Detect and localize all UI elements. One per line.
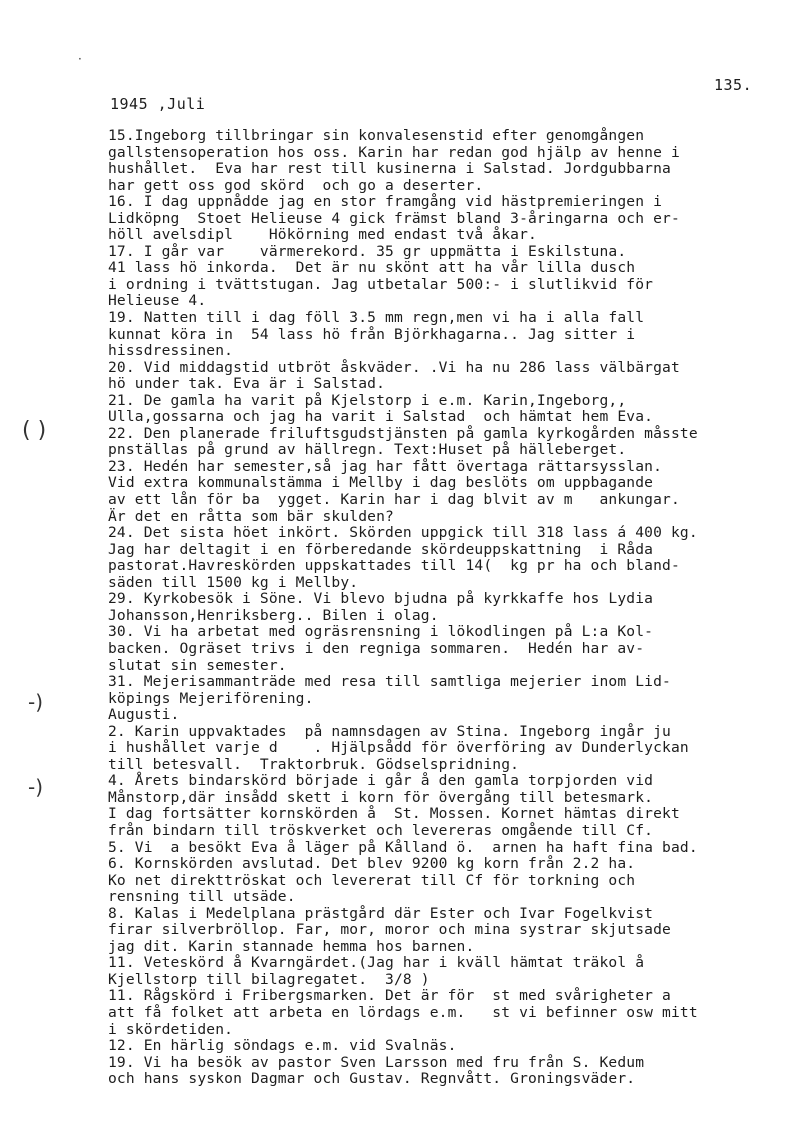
- diary-line: 5. Vi a besökt Eva å läger på Kålland ö. arnen ha haft fina bad.: [108, 838, 698, 856]
- diary-line: 24. Det sista höet inkört. Skörden uppgick till 318 lass á 400 kg.: [108, 524, 698, 542]
- diary-line: Ko net direkttröskat och levererat till Cf för torkning och: [108, 871, 636, 889]
- punch-hole-mark: -): [28, 690, 44, 714]
- diary-line: 11. Rågskörd i Fribergsmarken. Det är för st med svårigheter a: [108, 987, 671, 1005]
- diary-line: Lidköpng Stoet Helieuse 4 gick främst bland 3-åringarna och er-: [108, 209, 680, 227]
- diary-line: 6. Kornskörden avslutad. Det blev 9200 kg korn från 2.2 ha.: [108, 855, 636, 873]
- diary-line: pnställas på grund av hällregn. Text:Huset på hälleberget.: [108, 441, 627, 459]
- diary-line: Är det en råtta som bär skulden?: [108, 507, 394, 525]
- date-heading: 1945 ,Juli: [110, 95, 206, 113]
- diary-line: har gett oss god skörd och go a deserter.: [108, 176, 484, 194]
- diary-line: höll avelsdipl Hökörning med endast två åkar.: [108, 226, 537, 244]
- diary-line: 16. I dag uppnådde jag en stor framgång vid hästpremieringen i: [108, 193, 663, 211]
- diary-line: till betesvall. Traktorbruk. Gödselspridning.: [108, 755, 520, 773]
- diary-line: 30. Vi ha arbetat med ogräsrensning i lökodlingen på L:a Kol-: [108, 623, 654, 641]
- diary-line: i ordning i tvättstugan. Jag utbetalar 500:- i slutlikvid för: [108, 275, 654, 293]
- dot-mark: ·: [78, 52, 82, 66]
- diary-line: från bindarn till tröskverket och levereras omgående till Cf.: [108, 821, 654, 839]
- diary-line: säden till 1500 kg i Mellby.: [108, 573, 359, 591]
- diary-line: Helieuse 4.: [108, 292, 207, 310]
- diary-line: 12. En härlig söndags e.m. vid Svalnäs.: [108, 1037, 457, 1055]
- diary-line: pastorat.Havreskörden uppskattades till 14( kg pr ha och bland-: [108, 557, 680, 575]
- punch-hole-mark: -): [28, 775, 44, 799]
- diary-line: jag dit. Karin stannade hemma hos barnen.: [108, 937, 475, 955]
- diary-line: I dag fortsätter kornskörden å St. Mossen. Kornet hämtas direkt: [108, 805, 680, 823]
- diary-line: 15.Ingeborg tillbringar sin konvalesenstid efter genomgången: [108, 127, 645, 144]
- diary-line: och hans syskon Dagmar och Gustav. Regnvått. Groningsväder.: [108, 1070, 636, 1088]
- diary-line: Augusti.: [108, 706, 180, 724]
- diary-line: Vid extra kommunalstämma i Mellby i dag beslöts om uppbagande: [108, 474, 654, 492]
- diary-line: 19. Vi ha besök av pastor Sven Larsson med fru från S. Kedum: [108, 1053, 645, 1071]
- punch-hole-mark: ( ): [22, 418, 47, 443]
- diary-line: köpings Mejeriförening.: [108, 689, 314, 707]
- diary-line: 22. Den planerade friluftsgudstjänsten på gamla kyrkogården måsste: [108, 424, 698, 442]
- diary-line: 11. Veteskörd å Kvarngärdet.(Jag har i kväll hämtat träkol å: [108, 954, 645, 972]
- diary-line: 17. I går var värmerekord. 35 gr uppmätta i Eskilstuna.: [108, 242, 627, 260]
- diary-line: 23. Hedén har semester,så jag har fått övertaga rättarsysslan.: [108, 457, 663, 475]
- diary-line: Jag har deltagit i en förberedande skördeuppskattning i Råda: [108, 540, 654, 558]
- diary-line: Månstorp,där insådd skett i korn för övergång till betesmark.: [108, 788, 654, 806]
- diary-line: 4. Årets bindarskörd började i går å den gamla torpjorden vid: [108, 772, 654, 790]
- diary-line: i hushållet varje d . Hjälpsådd för överföring av Dunderlyckan: [108, 739, 689, 757]
- diary-line: 29. Kyrkobesök i Söne. Vi blevo bjudna på kyrkkaffe hos Lydia: [108, 590, 654, 608]
- diary-line: Kjellstorp till bilagregatet. 3/8 ): [108, 970, 430, 988]
- diary-line: hö under tak. Eva är i Salstad.: [108, 375, 386, 393]
- page-number: 135.: [714, 76, 753, 94]
- diary-line: gallstensoperation hos oss. Karin har redan god hjälp av henne i: [108, 143, 680, 161]
- diary-line: 21. De gamla ha varit på Kjelstorp i e.m. Karin,Ingeborg,,: [108, 391, 627, 409]
- diary-line: 2. Karin uppvaktades på namnsdagen av Stina. Ingeborg ingår ju: [108, 722, 671, 740]
- diary-line: 20. Vid middagstid utbröt åskväder. .Vi ha nu 286 lass välbärgat: [108, 358, 680, 376]
- diary-line: rensning till utsäde.: [108, 888, 296, 906]
- diary-line: 19. Natten till i dag föll 3.5 mm regn,men vi ha i alla fall: [108, 309, 645, 327]
- diary-line: i skördetiden.: [108, 1020, 234, 1038]
- diary-text: [108, 128, 768, 1088]
- diary-line: firar silverbröllop. Far, mor, moror och mina systrar skjutsade: [108, 921, 671, 939]
- diary-line: hushållet. Eva har rest till kusinerna i Salstad. Jordgubbarna: [108, 160, 671, 178]
- diary-line: att få folket att arbeta en lördags e.m. st vi befinner osw mitt: [108, 1003, 698, 1021]
- diary-line: Johansson,Henriksberg.. Bilen i olag.: [108, 606, 439, 624]
- diary-line: hissdressinen.: [108, 342, 234, 360]
- diary-line: slutat sin semester.: [108, 656, 287, 674]
- diary-line: 8. Kalas i Medelplana prästgård där Ester och Ivar Fogelkvist: [108, 904, 654, 922]
- diary-line: 31. Mejerisammanträde med resa till samtliga mejerier inom Lid-: [108, 673, 671, 691]
- diary-line: kunnat köra in 54 lass hö från Björkhagarna.. Jag sitter i: [108, 325, 636, 343]
- diary-line: Ulla,gossarna och jag ha varit i Salstad och hämtat hem Eva.: [108, 408, 654, 426]
- diary-line: 41 lass hö inkorda. Det är nu skönt att ha vår lilla dusch: [108, 259, 636, 277]
- diary-line: backen. Ogräset trivs i den regniga sommaren. Hedén har av-: [108, 639, 645, 657]
- diary-line: av ett lån för ba ygget. Karin har i dag blvit av m ankungar.: [108, 491, 680, 509]
